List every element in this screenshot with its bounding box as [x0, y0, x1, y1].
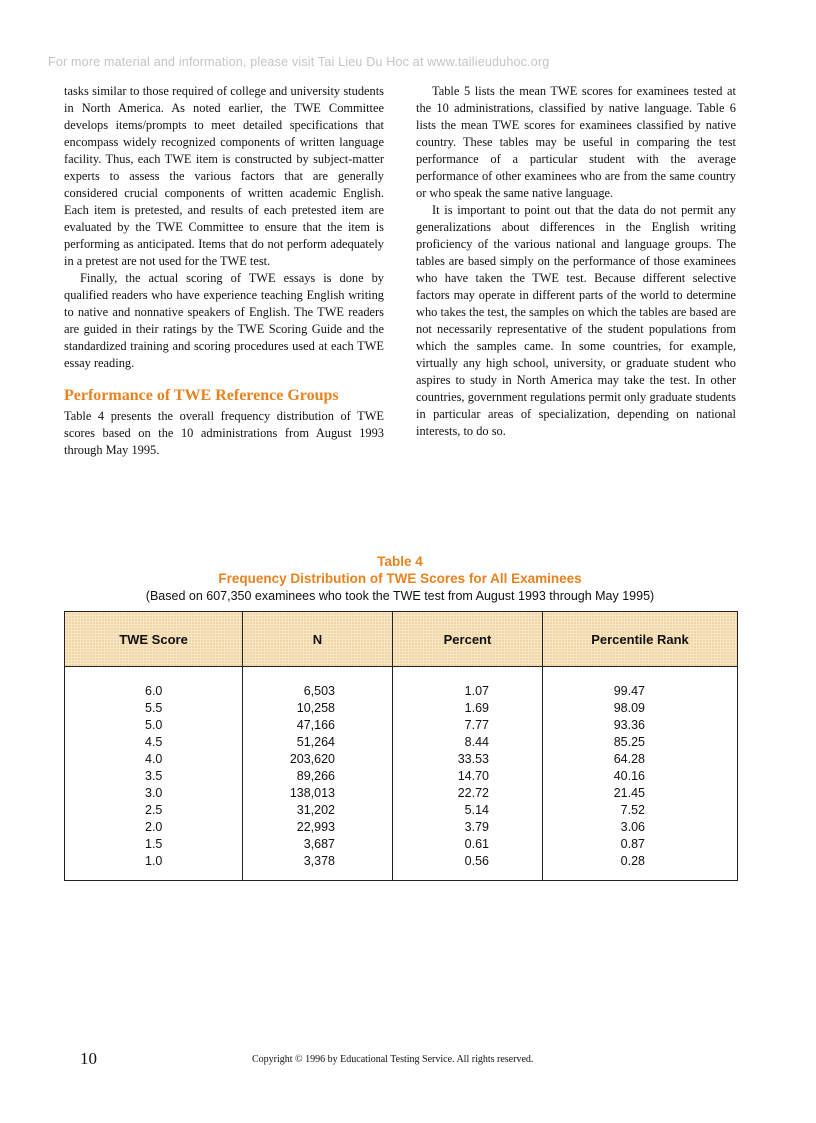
cell-percent: 5.14 [464, 803, 489, 817]
cell-percentile-rank: 3.06 [620, 820, 645, 834]
cell-percent: 1.69 [464, 701, 489, 715]
header-percentile-rank: Percentile Rank [543, 612, 738, 667]
copyright-notice: Copyright © 1996 by Educational Testing Service. All rights reserved. [252, 1054, 534, 1065]
cell-n: 6,503 [303, 684, 335, 698]
header-twe-score: TWE Score [65, 612, 243, 667]
left-paragraph-1: tasks similar to those required of college and university students in North America. As noted earlier, the TWE Committee develops items/prompts to meet detailed specifications that encompass widely recognized components of written language facility. Thus, each TWE item is constructed by subject-matter experts to assess the various factors that are generally considered crucial components of written academic English. Each item is pretested, and results of each pretested item are evaluated by the TWE Committee to ensure that the item is performing as anticipated. Items that do not perform adequately in a pretest are not used for the TWE test. [64, 84, 384, 268]
cell-n: 51,264 [296, 735, 335, 749]
cell-percent: 1.07 [464, 684, 489, 698]
cell-twe-score: 1.0 [145, 854, 163, 868]
column-twe-score [65, 667, 243, 881]
cell-percentile-rank: 0.28 [620, 854, 645, 868]
left-paragraph-3: Table 4 presents the overall frequency distribution of TWE scores based on the 10 administrations from August 1993 through May 1995. [64, 409, 384, 457]
cell-percent: 0.56 [464, 854, 489, 868]
cell-percent: 3.79 [464, 820, 489, 834]
section-heading: Performance of TWE Reference Groups [64, 387, 339, 404]
cell-n: 89,266 [296, 769, 335, 783]
cell-percentile-rank: 93.36 [613, 718, 645, 732]
cell-twe-score: 4.0 [145, 752, 163, 766]
cell-percent: 14.70 [457, 769, 489, 783]
cell-percentile-rank: 99.47 [613, 684, 645, 698]
cell-twe-score: 3.5 [145, 769, 163, 783]
cell-n: 47,166 [296, 718, 335, 732]
table-number: Table 4 [377, 554, 423, 569]
cell-n: 31,202 [296, 803, 335, 817]
table-title: Frequency Distribution of TWE Scores for All Examinees [218, 571, 582, 586]
column-percentile-rank [543, 667, 738, 881]
header-percent: Percent [393, 612, 543, 667]
cell-twe-score: 2.0 [145, 820, 163, 834]
cell-n: 10,258 [296, 701, 335, 715]
cell-twe-score: 3.0 [145, 786, 163, 800]
cell-twe-score: 6.0 [145, 684, 163, 698]
column-n [243, 667, 393, 881]
cell-percent: 7.77 [464, 718, 489, 732]
cell-twe-score: 5.5 [145, 701, 163, 715]
cell-percent: 0.61 [464, 837, 489, 851]
table-header-row [65, 612, 738, 667]
cell-percentile-rank: 64.28 [613, 752, 645, 766]
cell-twe-score: 4.5 [145, 735, 163, 749]
cell-percentile-rank: 7.52 [620, 803, 645, 817]
cell-n: 203,620 [289, 752, 335, 766]
cell-n: 3,378 [303, 854, 335, 868]
cell-twe-score: 1.5 [145, 837, 163, 851]
table-body-row [65, 667, 738, 881]
cell-n: 138,013 [289, 786, 335, 800]
right-paragraph-1: Table 5 lists the mean TWE scores for examinees tested at the 10 administrations, classified by native language. Table 6 lists the mean TWE scores for examinees classified by native country. These tables may be useful in comparing the test performance of a particular student with the average performance of other examinees who are from the same country or who speak the same native language. [416, 84, 736, 200]
page-number: 10 [80, 1049, 97, 1068]
cell-percent: 33.53 [457, 752, 489, 766]
column-percent [393, 667, 543, 881]
cell-percentile-rank: 85.25 [613, 735, 645, 749]
right-column [416, 83, 736, 440]
cell-n: 22,993 [296, 820, 335, 834]
cell-twe-score: 5.0 [145, 718, 163, 732]
left-paragraph-2: Finally, the actual scoring of TWE essays is done by qualified readers who have experience teaching English writing to native and nonnative speakers of English. The TWE readers are guided in their ratings by the TWE Scoring Guide and the standardized training and scoring procedures used at each TWE essay reading. [64, 271, 384, 370]
cell-percentile-rank: 40.16 [613, 769, 645, 783]
cell-percent: 22.72 [457, 786, 489, 800]
cell-n: 3,687 [303, 837, 335, 851]
header-n: N [243, 612, 393, 667]
table-subtitle: (Based on 607,350 examinees who took the TWE test from August 1993 through May 1995) [145, 589, 655, 603]
left-column [64, 83, 384, 459]
frequency-table [64, 611, 738, 881]
cell-percent: 8.44 [464, 735, 489, 749]
watermark-text: For more material and information, please visit Tai Lieu Du Hoc at www.tailieuduhoc.org [48, 55, 550, 69]
table-caption [64, 553, 736, 605]
cell-twe-score: 2.5 [145, 803, 163, 817]
right-paragraph-2: It is important to point out that the data do not permit any generalizations about differences in the English writing proficiency of the various national and language groups. The tables are based simply on the performance of those examinees who have taken the TWE test. Because different selective factors may operate in different parts of the world to determine who takes the test, the samples on which the tables are based are not necessarily representative of the student populations from which the samples came. In some countries, for example, virtually any high school, university, or graduate student who aspires to study in North America may take the test. In other countries, government regulations permit only graduate students in particular areas of specialization, depending on national interests, to do so. [416, 203, 736, 438]
cell-percentile-rank: 0.87 [620, 837, 645, 851]
cell-percentile-rank: 21.45 [613, 786, 645, 800]
cell-percentile-rank: 98.09 [613, 701, 645, 715]
